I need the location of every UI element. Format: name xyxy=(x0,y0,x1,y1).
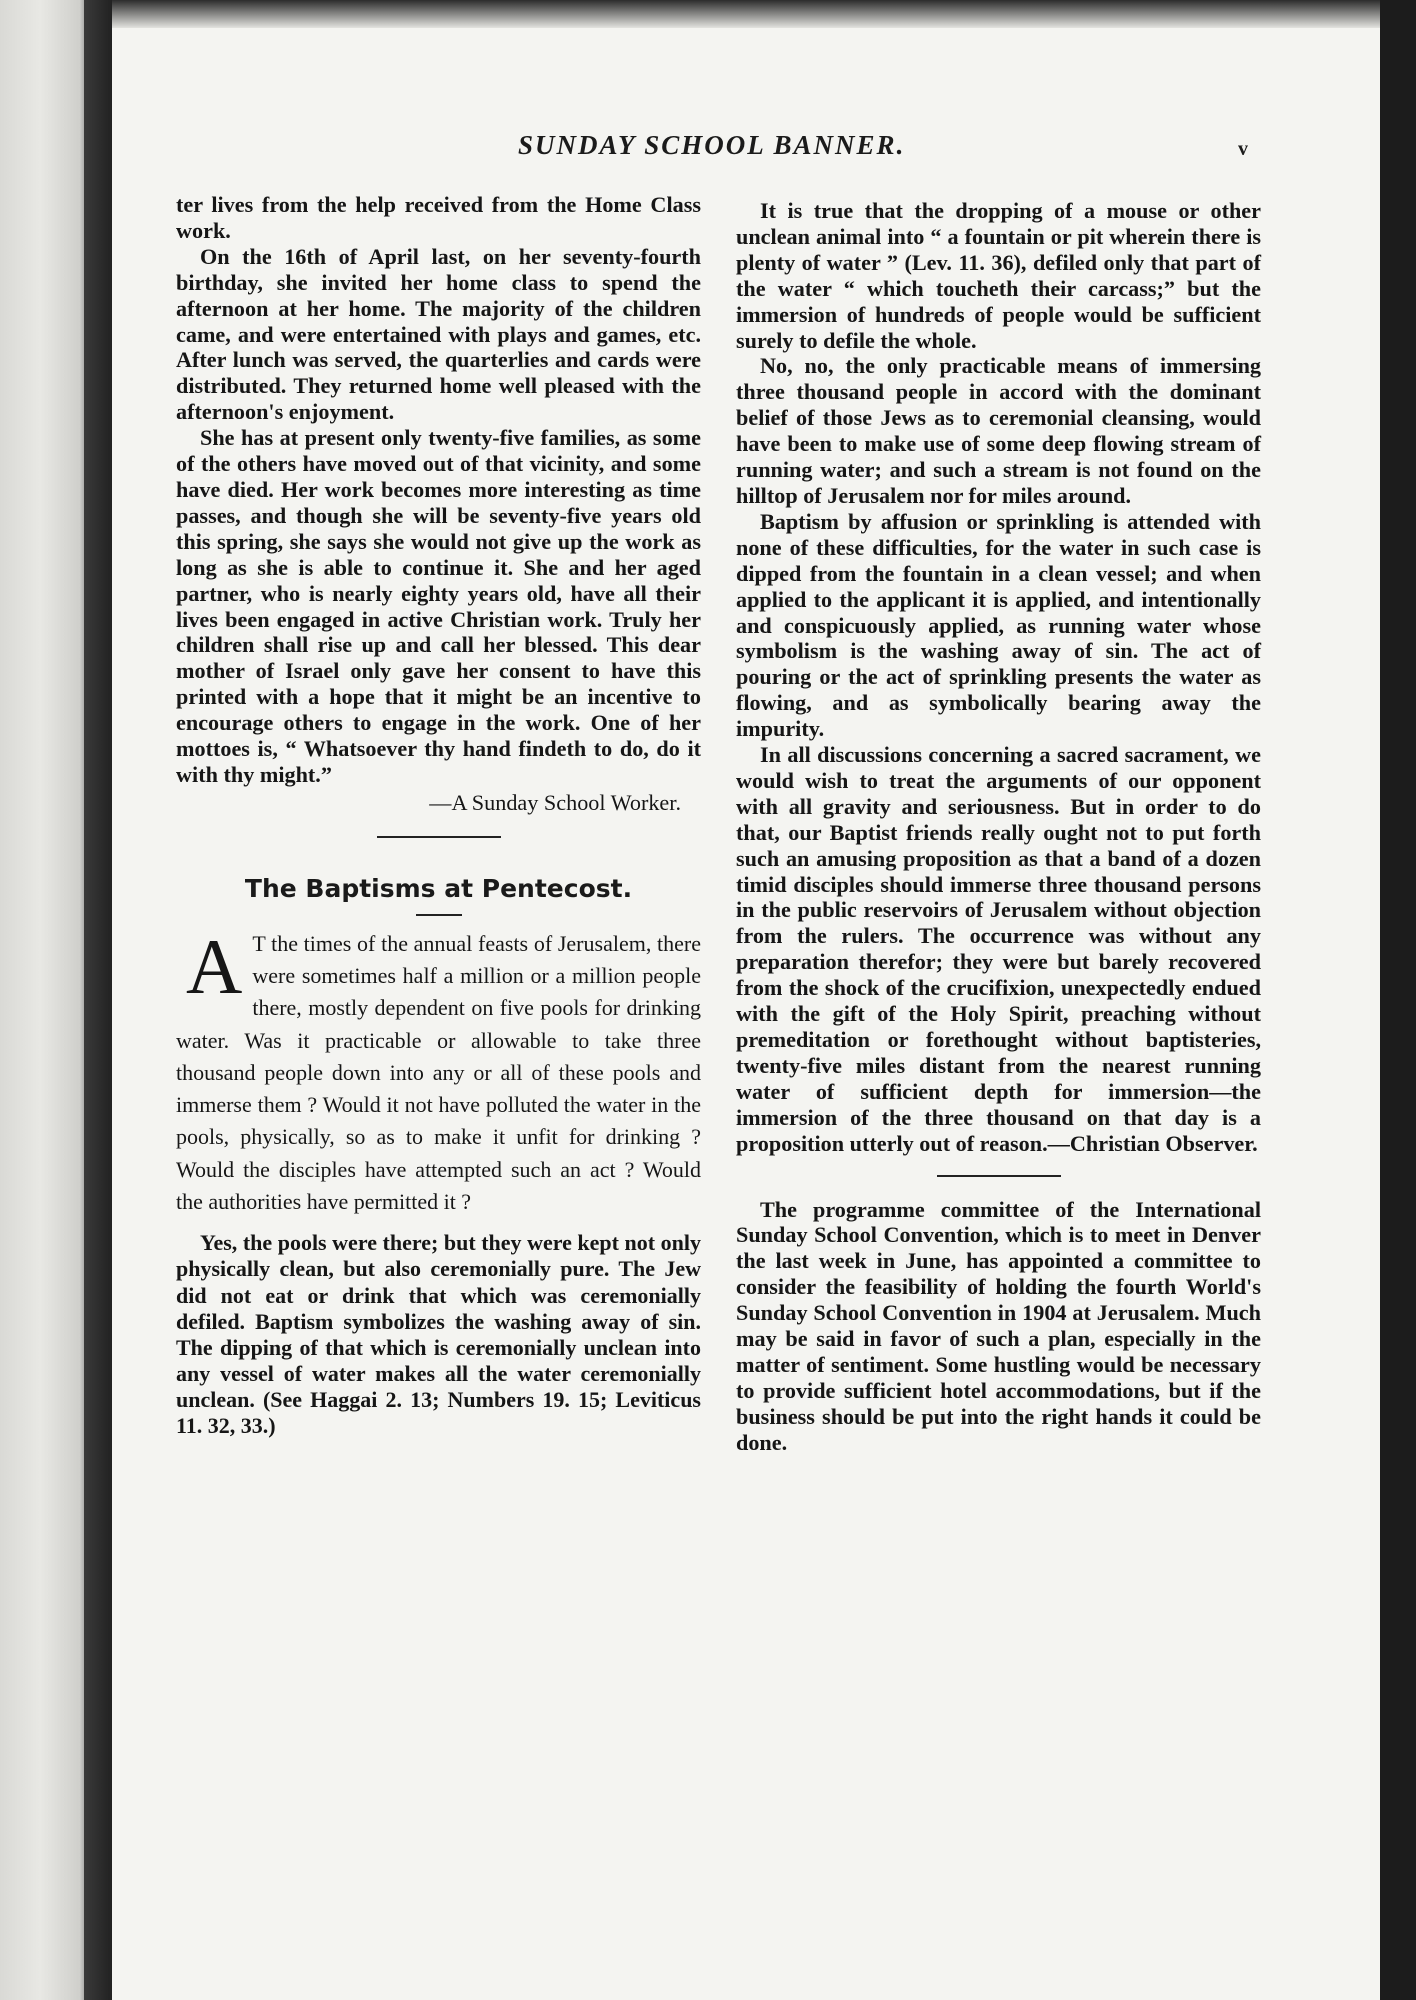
article-paragraph-2: Yes, the pools were there; but they were kept not only physically clean, but also ceremonially pure. The Jew did not eat or drink that which was ceremonially defiled. Baptism symbolizes the washing away of sin. The dipping of that which is ceremonially unclean into any vessel of water makes all the water ceremonially unclean. (See Haggai 2. 13; Numbers 19. 15; Leviticus 11. 32, 33.) xyxy=(176,1230,701,1438)
right-divider xyxy=(937,1175,1061,1177)
running-title: SUNDAY SCHOOL BANNER. xyxy=(518,130,906,160)
adjacent-page-edge xyxy=(0,0,92,2000)
article-paragraph-1 xyxy=(176,922,701,1219)
article-title: The Baptisms at Pentecost. xyxy=(244,873,633,903)
article-continued xyxy=(176,1230,701,1439)
page-number: v xyxy=(1238,138,1248,160)
top-scan-shadow xyxy=(112,0,1380,30)
drop-cap: A xyxy=(186,922,243,1010)
title-rule xyxy=(416,914,462,916)
left-column xyxy=(176,192,701,1439)
right-paragraph-2: No, no, the only practicable means of immersing three thousand people in accord with the dominant belief of those Jews as to ceremonial cleansing, would have been to make use of some deep flowing stream of running water; and such a stream is not found on the hilltop of Jerusalem nor for miles around. xyxy=(736,353,1261,508)
article-paragraph-1-text: T the times of the annual feasts of Jerusalem, there were sometimes half a million or a million people there, mostly dependent on five pools for drinking water. Was it practicable or allowable to take three thousand people down into any or all of these pools and immerse them ? Would it not have polluted the water in the pools, physically, so as to make it unfit for drinking ? Would the disciples have attempted such an act ? Would the authorities have permitted it ? xyxy=(176,930,701,1215)
right-paragraph-4: In all discussions concerning a sacred sacrament, we would wish to treat the arguments of our opponent with all gravity and seriousness. But in order to do that, our Baptist friends really ought not to put forth such an amusing proposition as that a band of a dozen timid disciples should immerse three thousand persons in the public reservoirs of Jerusalem without objection from the rulers. The occurrence was without any preparation therefor; they were but barely recovered from the shock of the crucifixion, unexpectedly endued with the gift of the Holy Spirit, preaching without premeditation or forethought without baptisteries, twenty-five miles distant from the nearest running water of sufficient depth for immersion—the immersion of the three thousand on that day is a proposition utterly out of reason.—Christian Observer. xyxy=(736,742,1261,1156)
left-paragraph-2: On the 16th of April last, on her seventy-fourth birthday, she invited her home class to spend the afternoon at her home. The majority of the children came, and were entertained with plays and games, etc. After lunch was served, the quarterlies and cards were distributed. They returned home well pleased with the afternoon's enjoyment. xyxy=(176,243,701,425)
left-paragraph-1: ter lives from the help received from the Home Class work. xyxy=(176,192,701,243)
right-scan-border xyxy=(1380,0,1416,2000)
right-paragraph-3: Baptism by affusion or sprinkling is attended with none of these difficulties, for the water in such case is dipped from the fountain in a clean vessel; and when applied to the applicant it is applied, and intentionally and conspicuously applied, as running water whose symbolism is the washing away of sin. The act of pouring or the act of sprinkling presents the water as flowing, and as symbolically bearing away the impurity. xyxy=(736,508,1261,742)
right-column xyxy=(736,198,1261,1456)
article-body xyxy=(176,922,701,1219)
right-paragraph-5: The programme committee of the International Sunday School Convention, which is to meet in Denver the last week in June, has appointed a committee to consider the feasibility of holding the fourth World's Sunday School Convention in 1904 at Jerusalem. Much may be said in favor of such a plan, especially in the matter of sentiment. Some hustling would be necessary to provide sufficient hotel accommodations, but if the business should be put into the right hands it could be done. xyxy=(736,1196,1261,1455)
right-paragraph-1: It is true that the dropping of a mouse or other unclean animal into “ a fountain or pit wherein there is plenty of water ” (Lev. 11. 36), defiled only that part of the water “ which toucheth their carcass;” but the immersion of hundreds of people would be sufficient surely to defile the whole. xyxy=(736,198,1261,353)
left-paragraph-3: She has at present only twenty-five families, as some of the others have moved out of that vicinity, and some have died. Her work becomes more interesting as time passes, and though she will be seventy-five years old this spring, she says she would not give up the work as long as she is able to continue it. She and her aged partner, who is nearly eighty years old, have all their lives been engaged in active Christian work. Truly her children shall rise up and call her blessed. This dear mother of Israel only gave her consent to have this printed with a hope that it might be an incentive to encourage others to engage in the work. One of her mottoes is, “ Whatsoever thy hand findeth to do, do it with thy might.” xyxy=(176,425,701,787)
signature: —A Sunday School Worker. xyxy=(429,789,681,815)
section-divider xyxy=(377,836,501,838)
